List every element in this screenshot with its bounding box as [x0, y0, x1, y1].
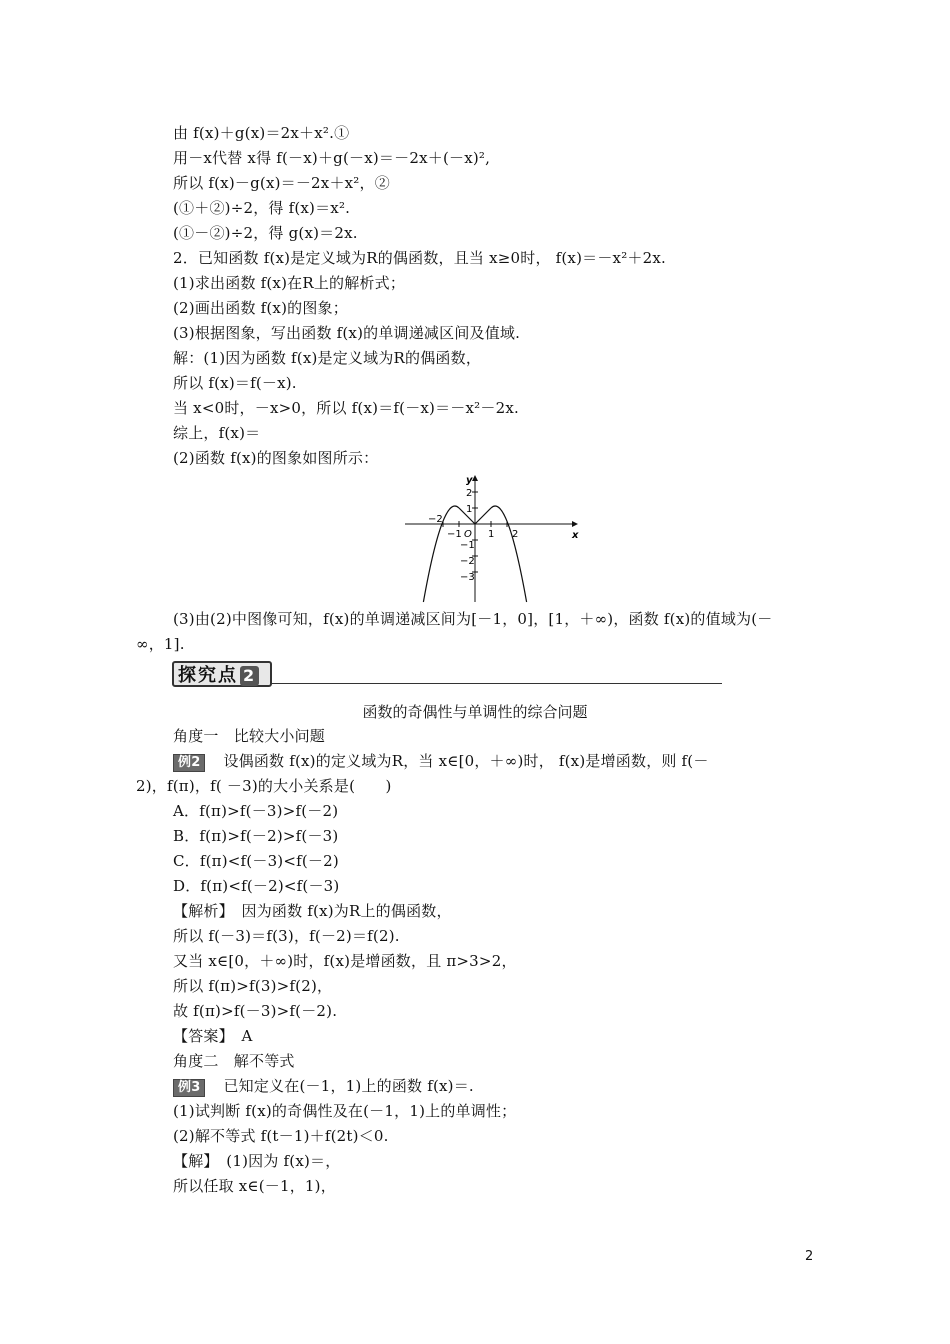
text-line: 所以任取 x∈(－1，1)，	[173, 1177, 336, 1195]
text-line: 综上，f(x)＝	[173, 424, 261, 442]
text-line: 【解】 (1)因为 f(x)＝，	[173, 1152, 341, 1170]
angle-heading: 角度一 比较大小问题	[173, 727, 326, 745]
text-line: 所以 f(－3)＝f(3)，f(－2)＝f(2).	[173, 927, 400, 945]
problem-2-statement: 2．已知函数 f(x)是定义域为R的偶函数，且当 x≥0时， f(x)＝－x²＋2x.	[173, 249, 666, 267]
page-number: 2	[805, 1249, 814, 1264]
option-b: B．f(π)>f(－2)>f(－3)	[173, 827, 339, 845]
example-label: 例2	[173, 754, 205, 772]
y-tick-label: −3	[460, 572, 475, 583]
answer-line: 【答案】 A	[173, 1027, 253, 1045]
section-badge: 探究点 2	[172, 661, 272, 687]
x-tick-label: −1	[447, 529, 462, 540]
angle-heading: 角度二 解不等式	[173, 1052, 295, 1070]
y-axis-label: y	[466, 475, 473, 486]
text-line: 由 f(x)＋g(x)＝2x＋x².①	[173, 124, 350, 142]
example-3-line: 例3 已知定义在(－1，1)上的函数 f(x)＝.	[173, 1076, 474, 1097]
y-tick-label: −2	[460, 556, 475, 567]
text-line: (3)根据图象，写出函数 f(x)的单调递减区间及值域.	[173, 324, 521, 342]
text-line: 【解析】 因为函数 f(x)为R上的偶函数，	[173, 902, 452, 920]
option-d: D．f(π)<f(－2)<f(－3)	[173, 877, 340, 895]
option-a: A．f(π)>f(－3)>f(－2)	[173, 802, 339, 820]
x-axis-label: x	[572, 530, 579, 541]
y-tick-label: 2	[466, 488, 473, 499]
text-line: 用－x代替 x得 f(－x)＋g(－x)＝－2x＋(－x)²,	[173, 149, 491, 167]
function-graph	[400, 472, 590, 604]
curve-right	[475, 506, 527, 602]
origin-label: O	[464, 529, 472, 540]
text-line: (3)由(2)中图像可知，f(x)的单调递减区间为[－1，0]，[1，＋∞)，函数 f(x)的值域为(－	[173, 610, 773, 628]
y-tick-label: −1	[460, 540, 475, 551]
text-line: ∞，1].	[136, 635, 185, 653]
text-line: (2)函数 f(x)的图象如图所示：	[173, 449, 379, 467]
text-line: (1)求出函数 f(x)在R上的解析式；	[173, 274, 406, 292]
section-rule	[272, 683, 722, 684]
text-line: 故 f(π)>f(－3)>f(－2).	[173, 1002, 338, 1020]
x-tick-label: 1	[488, 529, 495, 540]
text-line: 当 x<0时，－x>0，所以 f(x)＝f(－x)＝－x²－2x.	[173, 399, 519, 417]
x-tick-label: 2	[512, 529, 519, 540]
text-line: 所以 f(x)－g(x)＝－2x＋x²，②	[173, 174, 390, 192]
y-tick-label: 1	[466, 504, 473, 515]
text-line: 又当 x∈[0，＋∞)时，f(x)是增函数，且 π>3>2，	[173, 952, 517, 970]
x-tick-label: −2	[428, 514, 443, 525]
section-title: 函数的奇偶性与单调性的综合问题	[362, 703, 588, 721]
example-label: 例3	[173, 1079, 205, 1097]
text-line: (①－②)÷2，得 g(x)＝2x.	[173, 224, 358, 242]
section-header	[172, 661, 552, 689]
option-c: C．f(π)<f(－3)<f(－2)	[173, 852, 339, 870]
text-line: 所以 f(x)＝f(－x).	[173, 374, 297, 392]
text-line: (1)试判断 f(x)的奇偶性及在(－1，1)上的单调性；	[173, 1102, 517, 1120]
text-line: 所以 f(π)>f(3)>f(2)，	[173, 977, 333, 995]
text-line: (2)解不等式 f(t－1)＋f(2t)＜0.	[173, 1127, 389, 1145]
text-line: 解：(1)因为函数 f(x)是定义域为R的偶函数，	[173, 349, 482, 367]
text-line: (2)画出函数 f(x)的图象；	[173, 299, 348, 317]
text-line: (①＋②)÷2，得 f(x)＝x².	[173, 199, 351, 217]
text-line: 2)，f(π)，f( －3)的大小关系是( )	[136, 777, 392, 795]
example-2-line: 例2 设偶函数 f(x)的定义域为R，当 x∈[0，＋∞)时， f(x)是增函数，则 f(－	[173, 751, 709, 772]
